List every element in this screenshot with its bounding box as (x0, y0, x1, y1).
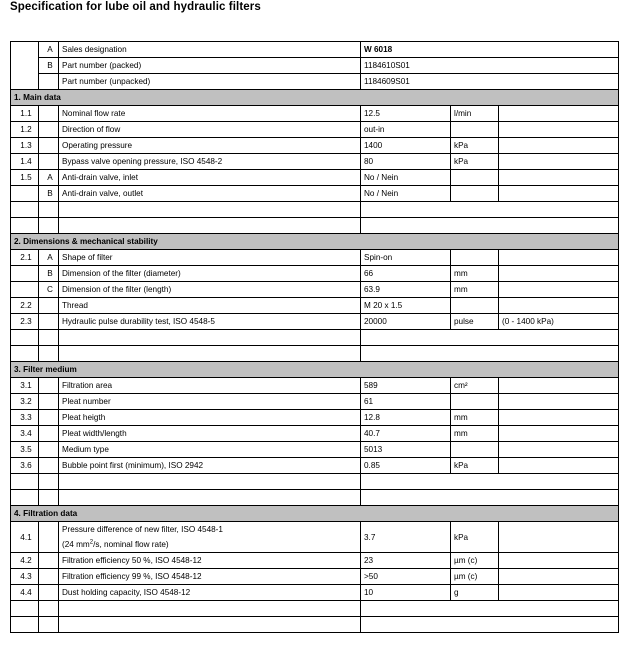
cell-value: 12.8 (361, 410, 451, 426)
table-row (11, 106, 619, 122)
section-heading-label: 1. Main data (11, 90, 619, 106)
cell-blank (39, 202, 59, 218)
cell-letter: B (39, 186, 59, 202)
cell-letter (39, 154, 59, 170)
cell-number (11, 282, 39, 298)
cell-unit (451, 186, 499, 202)
cell-description: Pleat number (59, 394, 361, 410)
cell-unit (451, 298, 499, 314)
cell-number: 2.1 (11, 250, 39, 266)
cell-number: 4.4 (11, 585, 39, 601)
cell-number: 3.2 (11, 394, 39, 410)
cell-value: 1400 (361, 138, 451, 154)
cell-letter: C (39, 282, 59, 298)
cell-number: 3.4 (11, 426, 39, 442)
cell-note (499, 186, 619, 202)
page-title: Specification for lube oil and hydraulic filters (10, 1, 261, 13)
table-row (11, 250, 619, 266)
cell-unit: µm (c) (451, 569, 499, 585)
cell-value-sales: W 6018 (361, 42, 619, 58)
spacer-row (11, 218, 619, 234)
cell-number: 4.1 (11, 522, 39, 553)
table-row (11, 569, 619, 585)
cell-blank (39, 474, 59, 490)
cell-letter: B (39, 58, 59, 74)
table-row (11, 394, 619, 410)
cell-unit (451, 122, 499, 138)
cell-description: Dust holding capacity, ISO 4548-12 (59, 585, 361, 601)
cell-unit: l/min (451, 106, 499, 122)
cell-value: 40.7 (361, 426, 451, 442)
cell-blank (361, 601, 619, 617)
section-heading-label: 3. Filter medium (11, 362, 619, 378)
table-row-sales-designation (11, 42, 619, 58)
table-row (11, 458, 619, 474)
cell-note (499, 170, 619, 186)
cell-note (499, 378, 619, 394)
cell-note (499, 266, 619, 282)
cell-blank (11, 202, 39, 218)
cell-description: Operating pressure (59, 138, 361, 154)
cell-unit: cm² (451, 378, 499, 394)
table-row (11, 122, 619, 138)
cell-number: 4.3 (11, 569, 39, 585)
cell-blank (361, 617, 619, 633)
cell-value: 61 (361, 394, 451, 410)
cell-letter (39, 394, 59, 410)
cell-blank (39, 346, 59, 362)
table-row-part-number-unpacked (11, 74, 619, 90)
cell-blank (59, 202, 361, 218)
cell-unit: kPa (451, 138, 499, 154)
cell-blank (11, 218, 39, 234)
cell-note (499, 410, 619, 426)
cell-description: Filtration efficiency 50 %, ISO 4548-12 (59, 553, 361, 569)
cell-note (499, 154, 619, 170)
cell-blank (11, 330, 39, 346)
cell-unit: pulse (451, 314, 499, 330)
cell-value: 80 (361, 154, 451, 170)
cell-number: 3.5 (11, 442, 39, 458)
description-line-2-prefix: (24 mm (62, 540, 90, 549)
section-header-dimensions (11, 234, 619, 250)
cell-note (499, 522, 619, 553)
table-row (11, 442, 619, 458)
cell-letter: A (39, 170, 59, 186)
cell-number (11, 186, 39, 202)
cell-unit (451, 442, 499, 458)
cell-letter: A (39, 250, 59, 266)
cell-note (499, 122, 619, 138)
table-row (11, 378, 619, 394)
cell-description: Filtration area (59, 378, 361, 394)
cell-description: Dimension of the filter (length) (59, 282, 361, 298)
cell-value: Spin-on (361, 250, 451, 266)
cell-note (499, 282, 619, 298)
cell-value: 23 (361, 553, 451, 569)
cell-blank (361, 330, 619, 346)
cell-letter (39, 458, 59, 474)
cell-number: 1.4 (11, 154, 39, 170)
table-row (11, 154, 619, 170)
cell-letter (39, 314, 59, 330)
cell-note (499, 458, 619, 474)
cell-letter: A (39, 42, 59, 58)
table-row (11, 314, 619, 330)
cell-blank (39, 490, 59, 506)
cell-unit: kPa (451, 458, 499, 474)
cell-description: Sales designation (59, 42, 361, 58)
cell-letter (39, 442, 59, 458)
cell-letter (39, 426, 59, 442)
cell-blank (59, 601, 361, 617)
cell-number (11, 266, 39, 282)
cell-description: Anti-drain valve, outlet (59, 186, 361, 202)
cell-unit: mm (451, 266, 499, 282)
cell-number: 1.3 (11, 138, 39, 154)
cell-description (59, 522, 361, 553)
cell-unit: kPa (451, 154, 499, 170)
spacer-row (11, 490, 619, 506)
cell-description: Shape of filter (59, 250, 361, 266)
spacer-row (11, 346, 619, 362)
cell-value: 10 (361, 585, 451, 601)
spacer-row (11, 474, 619, 490)
table-row (11, 426, 619, 442)
section-header-main-data (11, 90, 619, 106)
cell-unit: g (451, 585, 499, 601)
cell-blank (11, 474, 39, 490)
cell-blank (59, 490, 361, 506)
cell-letter (39, 553, 59, 569)
spacer-row (11, 330, 619, 346)
cell-note (499, 426, 619, 442)
cell-number: 3.1 (11, 378, 39, 394)
cell-letter (39, 585, 59, 601)
cell-description: Bypass valve opening pressure, ISO 4548-2 (59, 154, 361, 170)
cell-number: 3.3 (11, 410, 39, 426)
cell-description: Nominal flow rate (59, 106, 361, 122)
cell-value: 1184610S01 (361, 58, 619, 74)
spacer-row (11, 601, 619, 617)
cell-letter (39, 378, 59, 394)
cell-unit (451, 394, 499, 410)
cell-number: 2.2 (11, 298, 39, 314)
table-row (11, 282, 619, 298)
cell-number: 1.2 (11, 122, 39, 138)
cell-blank (59, 617, 361, 633)
cell-blank (59, 346, 361, 362)
table-row (11, 170, 619, 186)
cell-blank (361, 202, 619, 218)
cell-number-blank (11, 42, 39, 90)
cell-blank (39, 218, 59, 234)
table-row (11, 553, 619, 569)
cell-blank (361, 346, 619, 362)
cell-description: Dimension of the filter (diameter) (59, 266, 361, 282)
cell-description: Anti-drain valve, inlet (59, 170, 361, 186)
cell-letter (39, 138, 59, 154)
section-heading-label: 4. Filtration data (11, 506, 619, 522)
cell-blank (39, 330, 59, 346)
description-line-2-suffix: /s, nominal flow rate) (93, 540, 169, 549)
cell-description: Direction of flow (59, 122, 361, 138)
cell-note (499, 250, 619, 266)
cell-value: 1184609S01 (361, 74, 619, 90)
cell-value: 0.85 (361, 458, 451, 474)
cell-description: Part number (unpacked) (59, 74, 361, 90)
cell-note (499, 585, 619, 601)
section-header-filter-medium (11, 362, 619, 378)
cell-blank (361, 218, 619, 234)
cell-unit: mm (451, 426, 499, 442)
section-heading-label: 2. Dimensions & mechanical stability (11, 234, 619, 250)
cell-unit: mm (451, 282, 499, 298)
cell-number: 3.6 (11, 458, 39, 474)
cell-unit (451, 250, 499, 266)
cell-value: >50 (361, 569, 451, 585)
table-row (11, 298, 619, 314)
cell-number: 2.3 (11, 314, 39, 330)
cell-value: No / Nein (361, 186, 451, 202)
table-row (11, 410, 619, 426)
cell-blank (59, 218, 361, 234)
table-row-pressure-difference (11, 522, 619, 553)
table-row-part-number-packed (11, 58, 619, 74)
description-line-1: Pressure difference of new filter, ISO 4548-1 (62, 525, 223, 534)
cell-description: Pleat heigth (59, 410, 361, 426)
cell-value: 12.5 (361, 106, 451, 122)
cell-note (499, 553, 619, 569)
cell-letter: B (39, 266, 59, 282)
cell-note: (0 - 1400 kPa) (499, 314, 619, 330)
cell-unit (451, 170, 499, 186)
cell-description: Bubble point first (minimum), ISO 2942 (59, 458, 361, 474)
cell-number: 4.2 (11, 553, 39, 569)
table-row (11, 186, 619, 202)
table-row (11, 138, 619, 154)
cell-value: 20000 (361, 314, 451, 330)
cell-letter (39, 122, 59, 138)
cell-blank (11, 601, 39, 617)
cell-letter (39, 106, 59, 122)
cell-blank (11, 617, 39, 633)
cell-description: Hydraulic pulse durability test, ISO 4548-5 (59, 314, 361, 330)
table-row (11, 585, 619, 601)
cell-letter (39, 569, 59, 585)
cell-unit: kPa (451, 522, 499, 553)
spacer-row (11, 617, 619, 633)
cell-blank (11, 346, 39, 362)
cell-blank (39, 601, 59, 617)
cell-value: out-in (361, 122, 451, 138)
cell-blank (361, 474, 619, 490)
cell-description: Medium type (59, 442, 361, 458)
cell-value: 3.7 (361, 522, 451, 553)
cell-unit: mm (451, 410, 499, 426)
cell-blank (361, 490, 619, 506)
cell-blank (11, 490, 39, 506)
superscript-2: 2 (89, 539, 94, 546)
specification-table (10, 41, 619, 633)
cell-blank (59, 474, 361, 490)
cell-value: 66 (361, 266, 451, 282)
section-header-filtration-data (11, 506, 619, 522)
cell-number: 1.1 (11, 106, 39, 122)
cell-unit: µm (c) (451, 553, 499, 569)
cell-value: 589 (361, 378, 451, 394)
table-row (11, 266, 619, 282)
cell-value: M 20 x 1.5 (361, 298, 451, 314)
cell-letter (39, 298, 59, 314)
spacer-row (11, 202, 619, 218)
cell-value: No / Nein (361, 170, 451, 186)
cell-note (499, 442, 619, 458)
cell-note (499, 394, 619, 410)
cell-description: Part number (packed) (59, 58, 361, 74)
cell-blank (39, 617, 59, 633)
cell-description: Pleat width/length (59, 426, 361, 442)
cell-description: Thread (59, 298, 361, 314)
cell-note (499, 138, 619, 154)
cell-note (499, 569, 619, 585)
cell-value: 5013 (361, 442, 451, 458)
cell-letter (39, 522, 59, 553)
cell-letter (39, 74, 59, 90)
cell-letter (39, 410, 59, 426)
cell-note (499, 106, 619, 122)
cell-blank (59, 330, 361, 346)
cell-value: 63.9 (361, 282, 451, 298)
cell-note (499, 298, 619, 314)
cell-description: Filtration efficiency 99 %, ISO 4548-12 (59, 569, 361, 585)
cell-number: 1.5 (11, 170, 39, 186)
